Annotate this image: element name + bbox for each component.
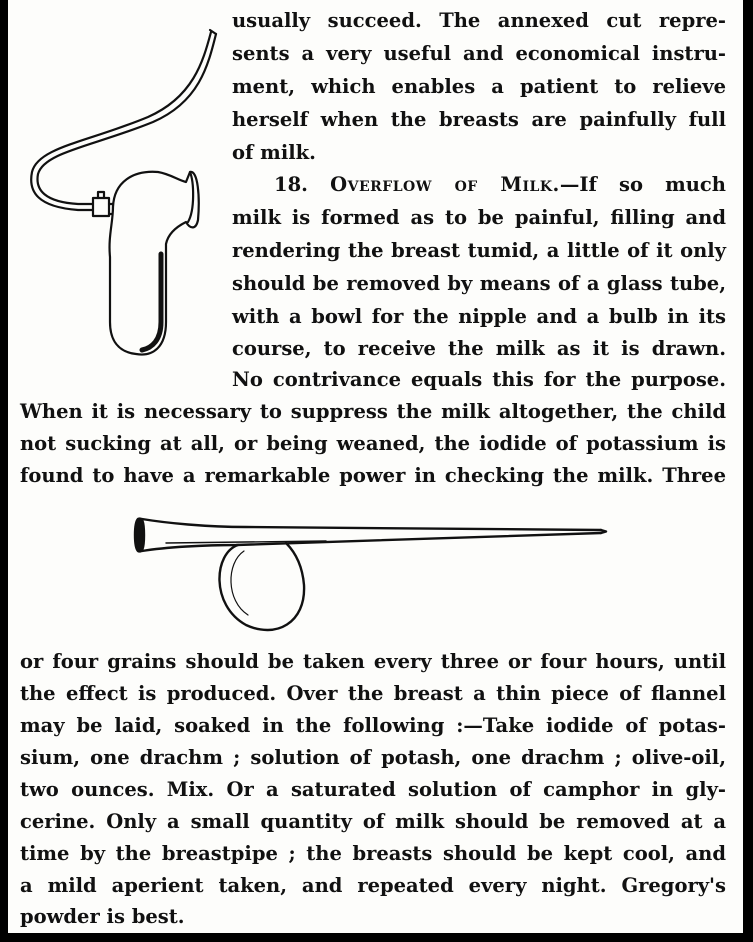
text-line: found to have a remarkable power in checking the milk. Three bbox=[20, 464, 726, 487]
breast-pipe-figure bbox=[126, 505, 616, 645]
book-page bbox=[5, 0, 746, 936]
text-line: cerine. Only a small quantity of milk should be removed at a bbox=[20, 810, 726, 833]
text-line: may be laid, soaked in the following :—Take iodide of potas- bbox=[20, 714, 726, 737]
text-line: herself when the breasts are painfully full bbox=[232, 108, 726, 131]
text-line: with a bowl for the nipple and a bulb in its bbox=[232, 305, 726, 328]
text-line: a mild aperient taken, and repeated every night. Gregory's bbox=[20, 874, 726, 897]
text-line: should be removed by means of a glass tube, bbox=[232, 272, 726, 295]
text-line: not sucking at all, or being weaned, the iodide of potassium is bbox=[20, 432, 726, 455]
text-line: two ounces. Mix. Or a saturated solution of camphor in gly- bbox=[20, 778, 726, 801]
text-line: time by the breastpipe ; the breasts should be kept cool, and bbox=[20, 842, 726, 865]
text-line: the effect is produced. Over the breast a thin piece of flannel bbox=[20, 682, 726, 705]
text-line: No contrivance equals this for the purpose. bbox=[232, 368, 726, 391]
text-line: of milk. bbox=[232, 141, 316, 164]
text-line: course, to receive the milk as it is drawn. bbox=[232, 337, 726, 360]
text-line: milk is formed as to be painful, filling and bbox=[232, 206, 726, 229]
text-line: powder is best. bbox=[20, 905, 185, 928]
section-heading-line bbox=[274, 175, 726, 195]
section-number: 18. bbox=[274, 173, 308, 196]
breast-pump-figure bbox=[18, 22, 228, 362]
text-line: When it is necessary to suppress the milk altogether, the child bbox=[20, 400, 726, 423]
text-line: ment, which enables a patient to relieve bbox=[232, 75, 726, 98]
section-first-line: —If so much bbox=[559, 173, 726, 196]
text-line: sents a very useful and economical instru- bbox=[232, 42, 726, 65]
text-line: rendering the breast tumid, a little of it only bbox=[232, 239, 726, 262]
text-line: sium, one drachm ; solution of potash, one drachm ; olive-oil, bbox=[20, 746, 726, 769]
section-title: Overflow of Milk. bbox=[330, 173, 560, 196]
text-line: or four grains should be taken every three or four hours, until bbox=[20, 650, 726, 673]
text-line: usually succeed. The annexed cut repre- bbox=[232, 9, 726, 32]
